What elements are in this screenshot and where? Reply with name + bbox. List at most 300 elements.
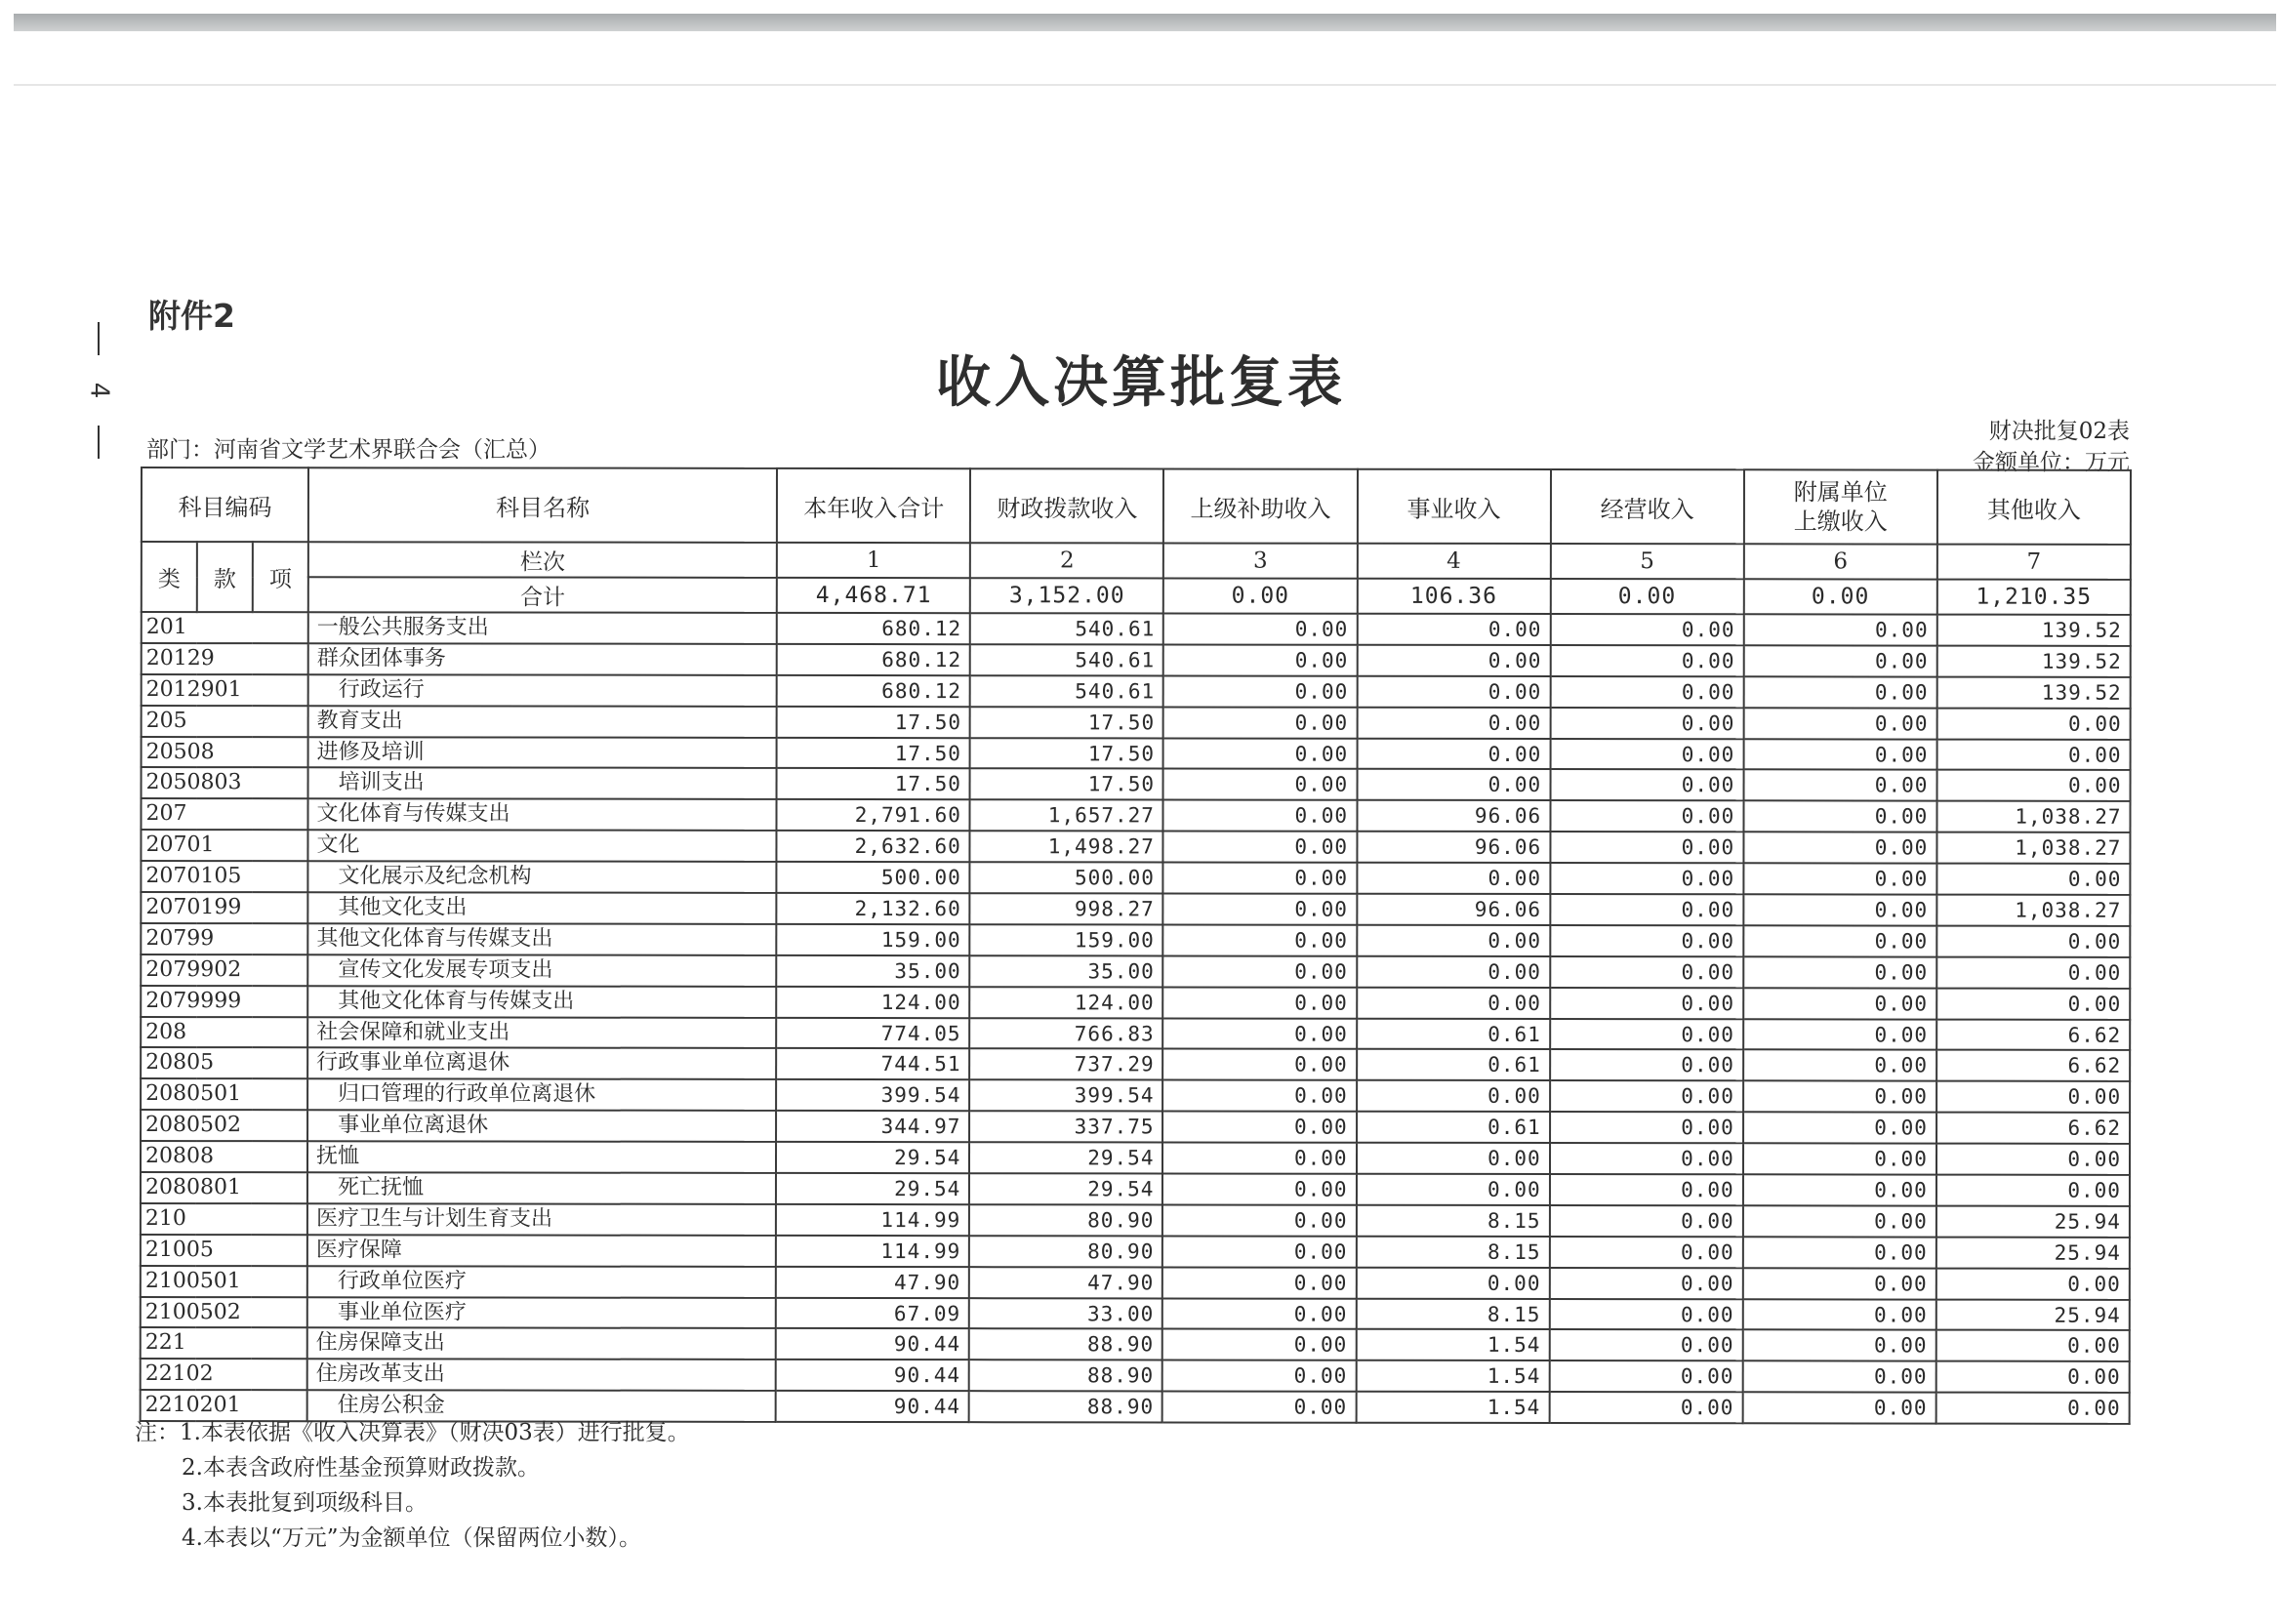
row-value: 124.00 xyxy=(776,987,969,1018)
header-fiscal: 财政拨款收入 xyxy=(970,468,1163,543)
row-value: 774.05 xyxy=(776,1017,969,1048)
row-value: 80.90 xyxy=(969,1204,1162,1236)
scan-edge xyxy=(14,14,2276,31)
row-value: 0.00 xyxy=(1936,1175,2130,1206)
row-value: 6.62 xyxy=(1936,1019,2130,1050)
total-cell: 3,152.00 xyxy=(970,578,1163,613)
row-name: 医疗卫生与计划生育支出 xyxy=(307,1203,776,1236)
table-row xyxy=(142,612,2131,646)
row-value: 0.00 xyxy=(1163,1080,1357,1112)
header-name: 科目名称 xyxy=(308,467,777,543)
row-value: 139.52 xyxy=(1937,645,2131,676)
row-value: 80.90 xyxy=(969,1236,1162,1267)
row-code: 210 xyxy=(141,1203,307,1235)
table-row xyxy=(141,923,2130,957)
row-value: 0.00 xyxy=(1550,708,1743,739)
header-code: 科目编码 xyxy=(142,467,308,542)
col-index: 3 xyxy=(1163,543,1357,578)
total-cell: 0.00 xyxy=(1550,579,1743,614)
table-row xyxy=(141,798,2130,832)
col-index: 6 xyxy=(1744,544,1937,579)
row-value: 17.50 xyxy=(970,707,1163,738)
row-value: 35.00 xyxy=(777,955,970,987)
row-code: 2079999 xyxy=(141,986,307,1017)
row-value: 0.00 xyxy=(1743,801,1936,832)
header-xiang: 项 xyxy=(253,542,308,612)
amount-unit: 金额单位：万元 xyxy=(1973,450,2130,475)
row-value: 0.00 xyxy=(1163,924,1357,955)
row-value: 0.00 xyxy=(1936,988,2130,1019)
row-value: 0.00 xyxy=(1743,614,1936,645)
row-value: 96.06 xyxy=(1357,800,1550,832)
row-value: 0.00 xyxy=(1163,707,1357,738)
row-name: 文化展示及纪念机构 xyxy=(307,861,776,893)
row-value: 0.00 xyxy=(1357,956,1550,988)
header-operating: 经营收入 xyxy=(1551,469,1744,544)
row-value: 0.00 xyxy=(1936,1081,2130,1113)
row-value: 17.50 xyxy=(777,737,970,768)
row-value: 0.00 xyxy=(1163,769,1357,800)
row-value: 500.00 xyxy=(777,862,970,893)
row-name: 文化 xyxy=(307,830,776,862)
row-value: 0.00 xyxy=(1743,770,1936,801)
row-value: 0.00 xyxy=(1550,800,1743,832)
row-value: 17.50 xyxy=(777,768,970,799)
table-row xyxy=(141,986,2130,1020)
row-value: 0.00 xyxy=(1936,708,2130,739)
row-value: 500.00 xyxy=(970,862,1163,893)
note-item: 3.本表批复到项级科目。 xyxy=(182,1490,428,1516)
row-value: 0.00 xyxy=(1163,738,1357,769)
row-value: 0.00 xyxy=(1163,893,1357,924)
row-code: 221 xyxy=(141,1327,307,1359)
row-value: 0.00 xyxy=(1742,1361,1936,1393)
table-row xyxy=(141,1110,2130,1144)
row-value: 25.94 xyxy=(1936,1299,2130,1330)
row-value: 0.00 xyxy=(1743,739,1936,770)
row-value: 0.00 xyxy=(1743,1081,1936,1113)
row-value: 0.00 xyxy=(1162,1204,1356,1236)
row-value: 0.00 xyxy=(1936,864,2130,895)
row-value: 0.00 xyxy=(1357,769,1550,800)
row-value: 139.52 xyxy=(1937,676,2131,708)
row-value: 0.00 xyxy=(1357,614,1550,645)
table-row xyxy=(141,1141,2130,1175)
row-name: 其他文化体育与传媒支出 xyxy=(307,986,776,1018)
row-value: 0.00 xyxy=(1549,1268,1742,1299)
row-value: 0.00 xyxy=(1550,739,1743,770)
row-code: 2100501 xyxy=(141,1266,307,1297)
row-value: 540.61 xyxy=(970,675,1163,707)
income-table xyxy=(140,467,2132,1425)
row-code: 2100502 xyxy=(141,1297,307,1328)
row-value: 0.00 xyxy=(1550,1080,1743,1112)
row-value: 1,657.27 xyxy=(970,800,1163,832)
table-row xyxy=(142,674,2131,709)
row-value: 1,038.27 xyxy=(1936,895,2130,926)
row-value: 159.00 xyxy=(777,924,970,955)
row-value: 96.06 xyxy=(1357,832,1550,863)
row-value: 0.00 xyxy=(1550,956,1743,988)
row-value: 33.00 xyxy=(969,1298,1162,1329)
row-value: 0.00 xyxy=(1936,1268,2130,1299)
table-row xyxy=(141,1297,2130,1331)
table-row xyxy=(141,892,2130,926)
row-value: 0.00 xyxy=(1163,1112,1357,1143)
row-value: 0.00 xyxy=(1743,956,1936,988)
row-value: 0.00 xyxy=(1743,1268,1936,1299)
row-value: 0.00 xyxy=(1357,1143,1550,1174)
row-value: 0.00 xyxy=(1357,738,1550,769)
row-value: 0.00 xyxy=(1550,1205,1743,1237)
row-value: 139.52 xyxy=(1937,615,2131,646)
col-index: 4 xyxy=(1357,544,1550,579)
row-name: 教育支出 xyxy=(308,706,777,738)
row-value: 1.54 xyxy=(1356,1360,1549,1392)
header-total: 本年收入合计 xyxy=(777,468,970,543)
row-value: 0.00 xyxy=(1550,832,1743,863)
row-value: 90.44 xyxy=(776,1391,969,1422)
row-name: 一般公共服务支出 xyxy=(308,612,777,644)
row-value: 1,038.27 xyxy=(1936,832,2130,864)
row-value: 114.99 xyxy=(776,1236,969,1267)
row-name: 进修及培训 xyxy=(308,737,777,769)
row-value: 0.00 xyxy=(1357,987,1550,1018)
row-value: 0.00 xyxy=(1162,1143,1356,1174)
header-superior: 上级补助收入 xyxy=(1163,468,1357,543)
row-value: 0.00 xyxy=(1163,832,1357,863)
department-label: 部门：河南省文学艺术界联合会（汇总） xyxy=(146,437,550,463)
row-value: 0.00 xyxy=(1743,1237,1936,1268)
row-value: 159.00 xyxy=(970,924,1163,955)
row-value: 0.00 xyxy=(1162,1360,1356,1392)
row-value: 0.61 xyxy=(1357,1049,1550,1080)
row-name: 培训支出 xyxy=(308,768,777,800)
row-code: 2079902 xyxy=(141,954,307,986)
row-value: 0.00 xyxy=(1550,1237,1743,1268)
col-index: 5 xyxy=(1550,544,1743,579)
row-value: 0.00 xyxy=(1550,645,1743,676)
row-value: 0.00 xyxy=(1936,1330,2130,1361)
row-value: 680.12 xyxy=(777,613,970,644)
row-value: 0.00 xyxy=(1163,1049,1357,1080)
row-value: 0.00 xyxy=(1743,863,1936,894)
row-name: 宣传文化发展专项支出 xyxy=(307,954,776,987)
row-value: 0.00 xyxy=(1743,894,1936,925)
note-item: 注：1.本表依据《收入决算表》（财决03表）进行批复。 xyxy=(135,1420,690,1445)
row-value: 0.00 xyxy=(1163,644,1357,675)
table-row xyxy=(141,954,2130,989)
total-cell: 0.00 xyxy=(1163,578,1357,613)
col-index: 7 xyxy=(1937,545,2131,580)
total-cell: 1,210.35 xyxy=(1937,580,2131,615)
page-title: 收入决算批复表 xyxy=(936,351,1346,415)
row-value: 29.54 xyxy=(969,1173,1162,1204)
table-row xyxy=(142,767,2131,801)
row-value: 0.00 xyxy=(1550,676,1743,708)
row-value: 0.00 xyxy=(1162,1392,1356,1423)
row-value: 17.50 xyxy=(970,769,1163,800)
row-value: 0.00 xyxy=(1163,1018,1357,1049)
table-row xyxy=(141,1359,2130,1393)
row-value: 0.00 xyxy=(1743,676,1936,708)
row-value: 0.00 xyxy=(1743,1019,1936,1050)
row-value: 90.44 xyxy=(776,1360,969,1391)
row-value: 0.00 xyxy=(1550,1112,1743,1143)
row-code: 20805 xyxy=(141,1047,307,1078)
row-value: 88.90 xyxy=(969,1329,1162,1360)
table-row xyxy=(141,1235,2130,1269)
row-value: 0.00 xyxy=(1936,1393,2129,1424)
total-cell: 0.00 xyxy=(1744,579,1937,614)
row-value: 0.00 xyxy=(1549,1392,1742,1423)
row-value: 399.54 xyxy=(776,1079,969,1111)
row-value: 1,498.27 xyxy=(970,831,1163,862)
row-value: 0.00 xyxy=(1743,1143,1936,1174)
row-value: 540.61 xyxy=(970,644,1163,675)
table-wrapper xyxy=(140,467,2132,1425)
note-item: 4.本表以“万元”为金额单位（保留两位小数）。 xyxy=(182,1525,641,1551)
side-bar-bottom xyxy=(98,426,100,459)
row-value: 124.00 xyxy=(970,987,1163,1018)
header-other: 其他收入 xyxy=(1937,470,2131,545)
row-value: 0.61 xyxy=(1357,1018,1550,1049)
row-value: 25.94 xyxy=(1936,1205,2130,1237)
row-value: 17.50 xyxy=(777,707,970,738)
scan-line xyxy=(14,84,2276,86)
row-value: 6.62 xyxy=(1936,1050,2130,1081)
row-value: 0.00 xyxy=(1549,1330,1742,1361)
table-row xyxy=(142,737,2131,771)
row-value: 337.75 xyxy=(969,1111,1162,1142)
row-name: 住房改革支出 xyxy=(307,1360,776,1392)
table-row xyxy=(142,706,2131,740)
row-code: 20508 xyxy=(142,737,308,768)
row-value: 0.00 xyxy=(1743,1205,1936,1237)
row-value: 0.00 xyxy=(1743,1174,1936,1205)
row-value: 0.00 xyxy=(1743,645,1936,676)
row-code: 2012901 xyxy=(142,674,308,706)
row-value: 47.90 xyxy=(776,1267,969,1298)
row-code: 2050803 xyxy=(142,767,308,798)
row-name: 事业单位医疗 xyxy=(307,1297,776,1329)
row-code: 201 xyxy=(142,612,308,643)
row-value: 766.83 xyxy=(970,1018,1163,1049)
header-affiliate: 附属单位上缴收入 xyxy=(1744,469,1937,544)
row-value: 0.00 xyxy=(1550,988,1743,1019)
row-value: 0.00 xyxy=(1163,987,1357,1018)
row-value: 540.61 xyxy=(970,613,1163,644)
row-value: 0.00 xyxy=(1743,1113,1936,1144)
row-value: 0.00 xyxy=(1163,800,1357,832)
row-value: 998.27 xyxy=(970,893,1163,924)
row-value: 680.12 xyxy=(777,644,970,675)
row-value: 17.50 xyxy=(970,738,1163,769)
row-value: 25.94 xyxy=(1936,1237,2130,1268)
col-index: 1 xyxy=(777,543,970,578)
row-value: 0.00 xyxy=(1936,925,2130,956)
row-value: 0.00 xyxy=(1936,739,2130,770)
row-value: 0.00 xyxy=(1549,1299,1742,1330)
row-name: 行政事业单位离退休 xyxy=(307,1048,776,1080)
row-value: 0.00 xyxy=(1162,1298,1356,1329)
row-value: 0.00 xyxy=(1936,956,2130,988)
row-value: 0.00 xyxy=(1936,1144,2130,1175)
row-code: 22102 xyxy=(141,1359,307,1390)
row-value: 2,791.60 xyxy=(777,799,970,831)
row-value: 0.00 xyxy=(1550,894,1743,925)
row-name: 群众团体事务 xyxy=(308,643,777,675)
table-row xyxy=(141,861,2130,895)
row-name: 文化体育与传媒支出 xyxy=(308,799,777,832)
header-business: 事业收入 xyxy=(1357,469,1550,544)
row-code: 2080801 xyxy=(141,1172,307,1203)
row-value: 47.90 xyxy=(969,1267,1162,1298)
row-value: 0.00 xyxy=(1550,1174,1743,1205)
row-name: 其他文化体育与传媒支出 xyxy=(307,923,776,955)
row-code: 20799 xyxy=(141,923,307,954)
row-value: 2,132.60 xyxy=(777,893,970,924)
row-value: 0.00 xyxy=(1163,613,1357,644)
row-code: 208 xyxy=(141,1017,307,1048)
total-cell: 106.36 xyxy=(1357,579,1550,614)
side-page-number: 4 xyxy=(83,382,113,399)
row-value: 744.51 xyxy=(776,1048,969,1079)
row-value: 0.00 xyxy=(1742,1393,1936,1424)
row-name: 其他文化支出 xyxy=(307,892,776,924)
row-value: 0.00 xyxy=(1357,925,1550,956)
row-value: 0.00 xyxy=(1550,925,1743,956)
row-value: 0.00 xyxy=(1162,1267,1356,1298)
row-value: 0.00 xyxy=(1743,832,1936,864)
row-value: 0.00 xyxy=(1743,988,1936,1019)
row-name: 死亡抚恤 xyxy=(307,1172,776,1204)
row-value: 8.15 xyxy=(1356,1298,1549,1329)
row-value: 29.54 xyxy=(776,1142,969,1173)
table-row xyxy=(141,1266,2130,1300)
row-value: 0.00 xyxy=(1162,1173,1356,1204)
row-value: 0.00 xyxy=(1550,1019,1743,1050)
row-value: 0.00 xyxy=(1936,770,2130,801)
row-name: 抚恤 xyxy=(307,1141,776,1173)
row-code: 2210201 xyxy=(141,1390,307,1421)
row-value: 29.54 xyxy=(776,1173,969,1204)
row-value: 0.00 xyxy=(1742,1330,1936,1361)
row-value: 96.06 xyxy=(1357,894,1550,925)
row-value: 0.00 xyxy=(1743,1050,1936,1081)
row-value: 90.44 xyxy=(776,1328,969,1360)
row-value: 0.00 xyxy=(1743,925,1936,956)
row-name: 行政单位医疗 xyxy=(307,1266,776,1298)
header-lei: 类 xyxy=(142,542,197,612)
row-code: 2070199 xyxy=(141,892,307,923)
row-name: 住房保障支出 xyxy=(307,1328,776,1360)
row-value: 0.00 xyxy=(1357,1174,1550,1205)
row-code: 2080502 xyxy=(141,1110,307,1141)
total-row xyxy=(142,577,2131,615)
row-value: 8.15 xyxy=(1356,1237,1549,1268)
total-cell: 4,468.71 xyxy=(777,578,970,613)
row-name: 归口管理的行政单位离退休 xyxy=(307,1079,776,1112)
table-row xyxy=(142,643,2131,677)
col-index: 2 xyxy=(970,543,1163,578)
row-value: 0.00 xyxy=(1550,1049,1743,1080)
attachment-label: 附件2 xyxy=(148,297,235,335)
row-value: 0.00 xyxy=(1550,769,1743,800)
row-code: 20701 xyxy=(141,830,307,861)
table-row xyxy=(141,1172,2130,1206)
row-value: 0.00 xyxy=(1357,1080,1550,1112)
row-code: 207 xyxy=(141,798,307,830)
row-value: 0.00 xyxy=(1162,1236,1356,1267)
row-value: 1,038.27 xyxy=(1936,801,2130,832)
row-name: 事业单位离退休 xyxy=(307,1110,776,1142)
row-value: 6.62 xyxy=(1936,1113,2130,1144)
row-code: 2070105 xyxy=(141,861,307,892)
row-value: 680.12 xyxy=(777,675,970,707)
row-value: 0.00 xyxy=(1743,708,1936,739)
column-index-row xyxy=(142,542,2131,580)
row-value: 8.15 xyxy=(1356,1205,1549,1237)
table-row xyxy=(141,1203,2130,1238)
row-value: 0.00 xyxy=(1357,676,1550,708)
table-row xyxy=(141,830,2130,864)
row-value: 0.00 xyxy=(1163,675,1357,707)
row-value: 0.00 xyxy=(1357,645,1550,676)
total-label: 合计 xyxy=(308,577,777,613)
row-name: 社会保障和就业支出 xyxy=(307,1017,776,1049)
row-value: 0.00 xyxy=(1743,1299,1936,1330)
row-value: 35.00 xyxy=(970,955,1163,987)
table-body xyxy=(141,612,2131,1424)
row-value: 0.00 xyxy=(1162,1329,1356,1360)
row-value: 0.00 xyxy=(1163,863,1357,894)
row-code: 2080501 xyxy=(141,1078,307,1110)
row-value: 114.99 xyxy=(776,1204,969,1236)
row-value: 0.00 xyxy=(1549,1360,1742,1392)
row-code: 20129 xyxy=(142,643,308,674)
row-value: 0.00 xyxy=(1550,614,1743,645)
header-row xyxy=(142,467,2131,545)
table-row xyxy=(141,1078,2130,1113)
row-value: 88.90 xyxy=(969,1391,1162,1422)
notes xyxy=(135,1415,690,1556)
row-value: 737.29 xyxy=(969,1049,1162,1080)
row-name: 行政运行 xyxy=(308,674,777,707)
table-row xyxy=(141,1327,2130,1361)
row-value: 1.54 xyxy=(1356,1392,1549,1423)
row-code: 20808 xyxy=(141,1141,307,1172)
header-lanci: 栏次 xyxy=(308,542,777,578)
row-value: 344.97 xyxy=(776,1111,969,1142)
row-value: 0.00 xyxy=(1357,707,1550,738)
row-value: 29.54 xyxy=(969,1142,1162,1173)
row-code: 205 xyxy=(142,706,308,737)
row-value: 67.09 xyxy=(776,1298,969,1329)
row-value: 2,632.60 xyxy=(777,831,970,862)
row-value: 0.00 xyxy=(1936,1361,2130,1393)
note-item: 2.本表含政府性基金预算财政拨款。 xyxy=(182,1455,540,1481)
row-value: 0.00 xyxy=(1550,1143,1743,1174)
row-value: 0.00 xyxy=(1356,1267,1549,1298)
form-code: 财决批复02表 xyxy=(1988,419,2130,444)
row-value: 399.54 xyxy=(969,1080,1162,1112)
table-row xyxy=(141,1047,2130,1081)
table-row xyxy=(141,1017,2130,1051)
row-value: 1.54 xyxy=(1356,1329,1549,1360)
row-value: 0.61 xyxy=(1357,1112,1550,1143)
row-name: 住房公积金 xyxy=(307,1391,776,1423)
